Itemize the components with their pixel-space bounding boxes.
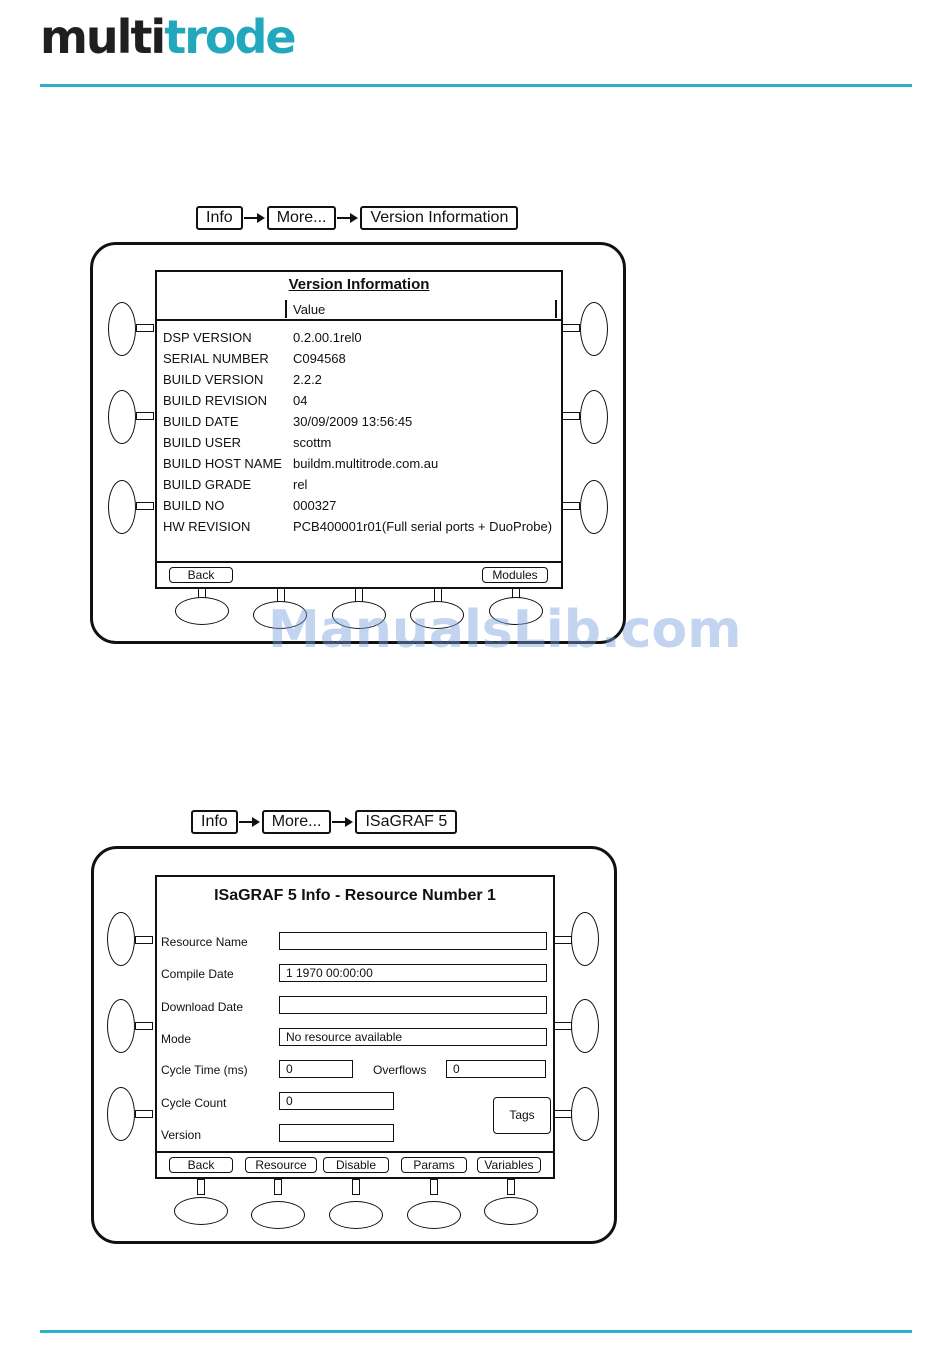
- download-date-field: [279, 996, 547, 1014]
- isagraf-screen: [155, 875, 555, 1179]
- side-button-right-1[interactable]: [571, 912, 599, 966]
- back-softkey[interactable]: Back: [169, 567, 233, 583]
- crumb-more: More...: [267, 206, 337, 230]
- side-button-left-3[interactable]: [108, 480, 136, 534]
- cycle-count-field: 0: [279, 1092, 394, 1110]
- side-button-stub: [562, 412, 580, 420]
- mode-field: No resource available: [279, 1028, 547, 1046]
- compile-date-label: Compile Date: [161, 967, 234, 981]
- side-button-right-2[interactable]: [571, 999, 599, 1053]
- side-button-stub: [135, 1022, 153, 1030]
- side-button-stub: [136, 502, 154, 510]
- back-softkey[interactable]: Back: [169, 1157, 233, 1173]
- device-isagraf-info: [91, 846, 617, 1244]
- resource-name-field: [279, 932, 547, 950]
- header-rule: [40, 84, 912, 87]
- crumb-isagraf: ISaGRAF 5: [355, 810, 457, 834]
- crumb-more: More...: [262, 810, 332, 834]
- side-button-stub: [554, 936, 572, 944]
- bottom-button-3[interactable]: [329, 1201, 383, 1229]
- version-screen: Version Information Value DSP VERSION 0.2.00.1rel0 SERIAL NUMBER C094568 BUILD VERSION 2.2.2 BUILD REVISION 04 BUILD DATE 30/09/2009 13:56:45 BUILD USER scottm BUILD HOST NAME buildm.multitrode.com.au BUILD GRADE rel BUILD NO 000327 HW REVISION PCB400001r01(Full serial ports + DuoProbe) Back Modules: [155, 270, 563, 589]
- version-label: Version: [161, 1128, 202, 1142]
- side-button-left-1[interactable]: [108, 302, 136, 356]
- side-button-left-2[interactable]: [108, 390, 136, 444]
- side-button-right-3[interactable]: [580, 480, 608, 534]
- bottom-button-stub: [197, 1179, 205, 1195]
- arrow-right-icon: [238, 816, 262, 828]
- breadcrumb-version: [196, 206, 518, 230]
- softkey-bar: [157, 1151, 553, 1177]
- side-button-left-1[interactable]: [107, 912, 135, 966]
- tags-button[interactable]: Tags: [493, 1097, 551, 1134]
- breadcrumb-isagraf: [191, 810, 457, 834]
- params-softkey[interactable]: Params: [401, 1157, 467, 1173]
- bottom-button-stub: [507, 1179, 515, 1195]
- crumb-info: Info: [191, 810, 238, 834]
- side-button-stub: [554, 1022, 572, 1030]
- side-button-right-3[interactable]: [571, 1087, 599, 1141]
- side-button-left-2[interactable]: [107, 999, 135, 1053]
- header-divider: [157, 319, 561, 321]
- arrow-right-icon: [331, 816, 355, 828]
- side-button-right-2[interactable]: [580, 390, 608, 444]
- cycle-time-label: Cycle Time (ms): [161, 1063, 248, 1077]
- bottom-button-stub: [430, 1179, 438, 1195]
- device-version-info: [90, 242, 626, 644]
- cycle-count-label: Cycle Count: [161, 1096, 227, 1110]
- crumb-version-information: Version Information: [360, 206, 518, 230]
- side-button-stub: [135, 1110, 153, 1118]
- bottom-button-2[interactable]: [251, 1201, 305, 1229]
- column-header-value: Value: [285, 300, 557, 318]
- bottom-button-stub: [274, 1179, 282, 1195]
- side-button-stub: [554, 1110, 572, 1118]
- cycle-time-field: 0: [279, 1060, 353, 1078]
- bottom-button-stub: [352, 1179, 360, 1195]
- version-field: [279, 1124, 394, 1142]
- side-button-stub: [136, 412, 154, 420]
- arrow-right-icon: [336, 212, 360, 224]
- crumb-info: Info: [196, 206, 243, 230]
- arrow-right-icon: [243, 212, 267, 224]
- download-date-label: Download Date: [161, 1000, 244, 1014]
- bottom-button-4[interactable]: [407, 1201, 461, 1229]
- bottom-button-5[interactable]: [484, 1197, 538, 1225]
- screen-title: ISaGRAF 5 Info - Resource Number 1: [214, 887, 496, 904]
- resource-name-label: Resource Name: [161, 935, 248, 949]
- bottom-button-1[interactable]: [175, 597, 229, 625]
- side-button-right-1[interactable]: [580, 302, 608, 356]
- resource-softkey[interactable]: Resource: [245, 1157, 317, 1173]
- modules-softkey[interactable]: Modules: [482, 567, 548, 583]
- overflows-label: Overflows: [373, 1063, 427, 1077]
- screen-title: Version Information: [288, 276, 430, 293]
- manualslib-watermark: ManualsLib.com: [268, 600, 742, 660]
- variables-softkey[interactable]: Variables: [477, 1157, 541, 1173]
- side-button-stub: [136, 324, 154, 332]
- softkey-bar: [157, 561, 561, 587]
- multitrode-logo: multitrode: [40, 10, 295, 64]
- overflows-field: 0: [446, 1060, 546, 1078]
- side-button-stub: [562, 324, 580, 332]
- disable-softkey[interactable]: Disable: [323, 1157, 389, 1173]
- side-button-stub: [562, 502, 580, 510]
- compile-date-field: 1 1970 00:00:00: [279, 964, 547, 982]
- bottom-button-1[interactable]: [174, 1197, 228, 1225]
- side-button-stub: [135, 936, 153, 944]
- mode-label: Mode: [161, 1032, 192, 1046]
- side-button-left-3[interactable]: [107, 1087, 135, 1141]
- footer-rule: [40, 1330, 912, 1333]
